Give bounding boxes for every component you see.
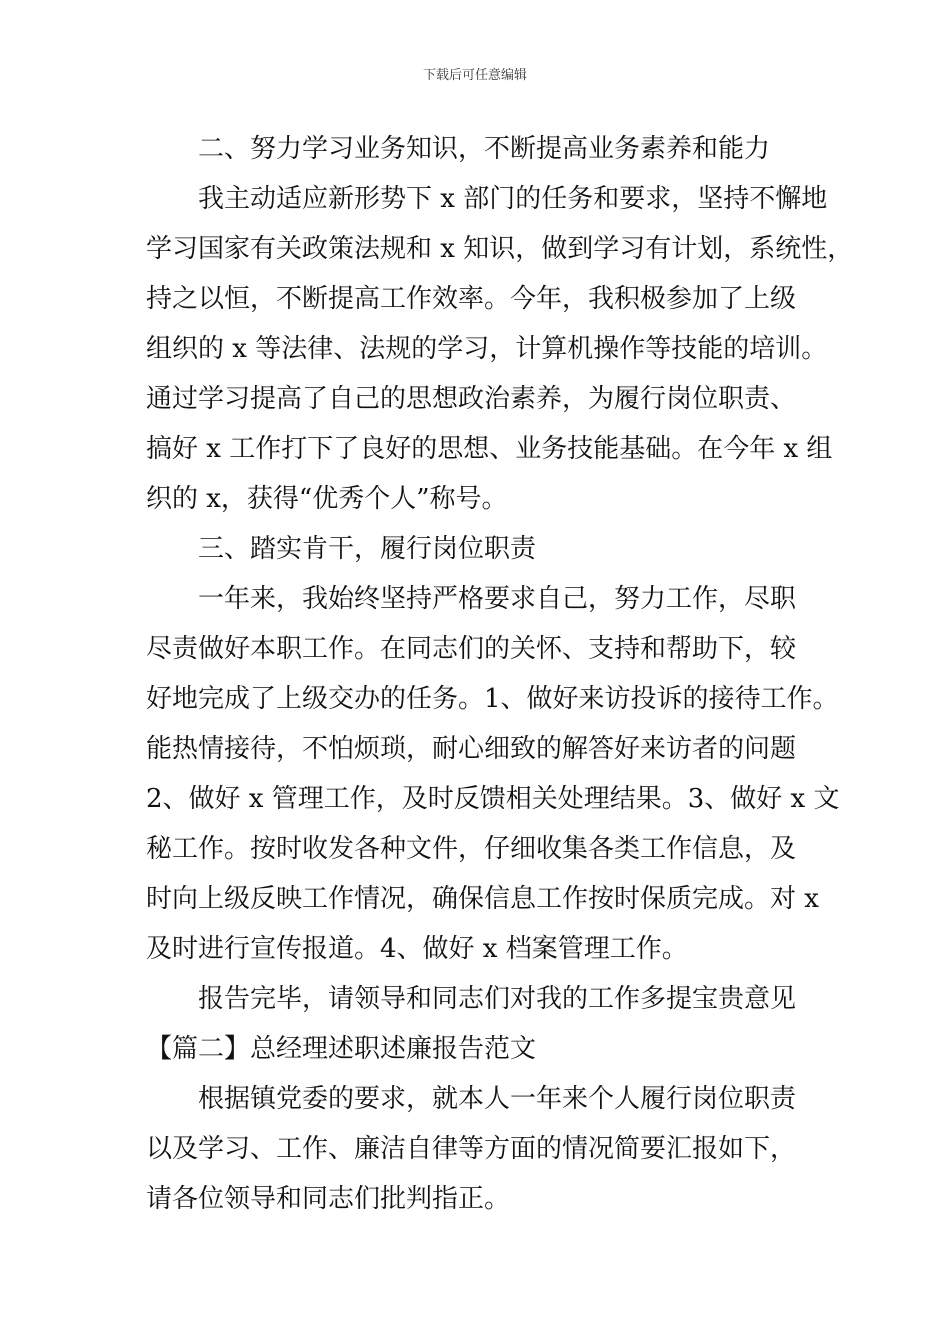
paragraph-line: 能热情接待，不怕烦琐，耐心细致的解答好来访者的问题 (146, 734, 797, 764)
paragraph-line: 好地完成了上级交办的任务。1、做好来访投诉的接待工作。 (146, 684, 839, 714)
paragraph-line: 以及学习、工作、廉洁自律等方面的情况简要汇报如下， (146, 1134, 797, 1164)
paragraph-line: 学习国家有关政策法规和 x 知识，做到学习有计划，系统性， (146, 234, 854, 264)
section-heading-two: 二、努力学习业务知识，不断提高业务素养和能力 (198, 134, 771, 164)
paragraph-line: 持之以恒，不断提高工作效率。今年，我积极参加了上级 (146, 284, 797, 314)
paragraph-line: 时向上级反映工作情况，确保信息工作按时保质完成。对 x (146, 884, 819, 914)
paragraph-line: 我主动适应新形势下 x 部门的任务和要求，坚持不懈地 (198, 184, 828, 214)
paragraph-line: 秘工作。按时收发各种文件，仔细收集各类工作信息，及 (146, 834, 797, 864)
page-header-note: 下载后可任意编辑 (422, 68, 527, 83)
section-heading-three: 三、踏实肯干，履行岗位职责 (198, 534, 537, 564)
paragraph-line: 2、做好 x 管理工作，及时反馈相关处理结果。3、做好 x 文 (146, 784, 840, 814)
paragraph-line: 尽责做好本职工作。在同志们的关怀、支持和帮助下，较 (146, 634, 797, 664)
paragraph-line: 一年来，我始终坚持严格要求自己，努力工作，尽职 (198, 584, 797, 614)
paragraph-line: 组织的 x 等法律、法规的学习，计算机操作等技能的培训。 (146, 334, 828, 364)
paragraph-line: 根据镇党委的要求，就本人一年来个人履行岗位职责 (198, 1084, 797, 1114)
paragraph-line: 搞好 x 工作打下了良好的思想、业务技能基础。在今年 x 组 (146, 434, 833, 464)
paragraph-line: 及时进行宣传报道。4、做好 x 档案管理工作。 (146, 934, 688, 964)
article-title-part-two: 【篇二】总经理述职述廉报告范文 (146, 1034, 537, 1064)
paragraph-line: 请各位领导和同志们批判指正。 (146, 1184, 511, 1214)
document-body (146, 124, 854, 1224)
paragraph-line: 报告完毕，请领导和同志们对我的工作多提宝贵意见 (198, 984, 797, 1014)
paragraph-line: 织的 x，获得“优秀个人”称号。 (146, 484, 508, 514)
paragraph-line: 通过学习提高了自己的思想政治素养，为履行岗位职责、 (146, 384, 797, 414)
